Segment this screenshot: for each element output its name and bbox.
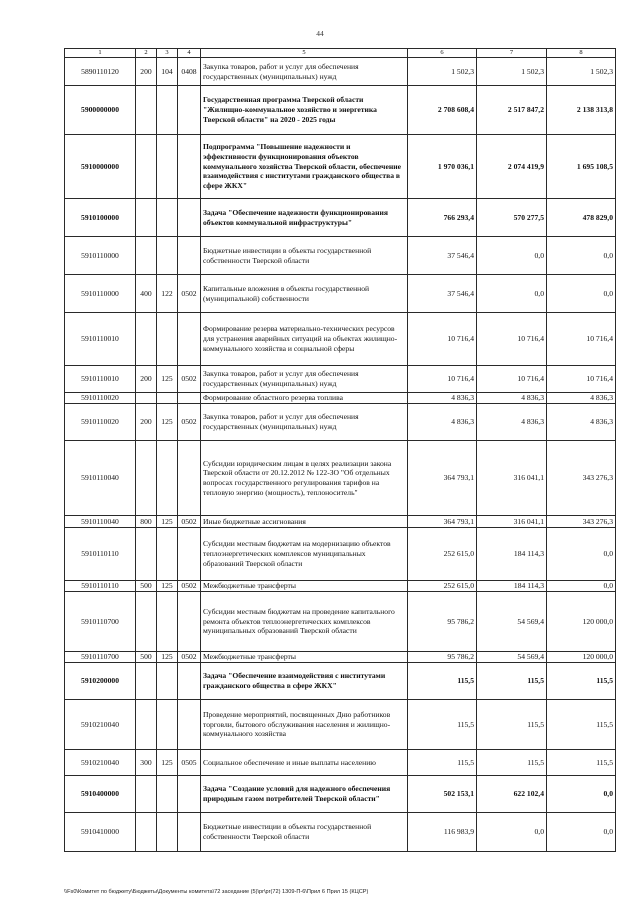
amount-2020: 95 786,2	[408, 652, 477, 663]
amount-2022: 343 276,3	[547, 516, 616, 528]
item-name: Закупка товаров, работ и услуг для обеспечения государственных (муниципальных) нужд	[201, 58, 408, 86]
amount-2021: 4 836,3	[477, 404, 547, 441]
budget-code: 5890110120	[65, 58, 136, 86]
amount-2022: 2 138 313,8	[547, 86, 616, 135]
table-row	[65, 700, 616, 750]
table-row	[65, 275, 616, 313]
table-row	[65, 776, 616, 813]
section-code: 0502	[178, 404, 201, 441]
expense-type-code: 200	[136, 366, 157, 393]
expense-type-code: 200	[136, 404, 157, 441]
admin-code	[157, 86, 178, 135]
amount-2021: 2 517 847,2	[477, 86, 547, 135]
budget-code: 5910110040	[65, 516, 136, 528]
section-code: 0502	[178, 516, 201, 528]
page-number: 44	[316, 29, 324, 38]
expense-type-code	[136, 441, 157, 516]
amount-2021: 115,5	[477, 700, 547, 750]
table-row	[65, 663, 616, 700]
amount-2020: 37 546,4	[408, 237, 477, 275]
item-name: Закупка товаров, работ и услуг для обеспечения государственных (муниципальных) нужд	[201, 366, 408, 393]
item-name: Межбюджетные трансферты	[201, 581, 408, 592]
section-code	[178, 313, 201, 366]
expense-type-code	[136, 776, 157, 813]
section-code: 0505	[178, 750, 201, 776]
table-row	[65, 366, 616, 393]
amount-2021: 0,0	[477, 813, 547, 852]
section-code	[178, 813, 201, 852]
amount-2021: 0,0	[477, 275, 547, 313]
admin-code	[157, 237, 178, 275]
amount-2021: 115,5	[477, 663, 547, 700]
admin-code: 122	[157, 275, 178, 313]
section-code	[178, 237, 201, 275]
amount-2020: 4 836,3	[408, 393, 477, 404]
item-name: Задача "Обеспечение надежности функционирования объектов коммунальной инфраструктуры"	[201, 199, 408, 237]
budget-code: 5910110020	[65, 393, 136, 404]
expense-type-code	[136, 663, 157, 700]
section-code	[178, 592, 201, 652]
footer-file-path: \\Fs0\Комитет по бюджету\Бюджеты\Документы комитета\72 заседание (5)\pr\pr(72) 1309-П-6\Прил 6 Прил 15 (КЦСР)	[64, 889, 369, 895]
amount-2022: 115,5	[547, 663, 616, 700]
admin-code	[157, 313, 178, 366]
table-row	[65, 581, 616, 592]
item-name: Социальное обеспечение и иные выплаты населению	[201, 750, 408, 776]
amount-2022: 120 000,0	[547, 592, 616, 652]
section-code	[178, 776, 201, 813]
amount-2021: 316 041,1	[477, 441, 547, 516]
item-name: Задача "Обеспечение взаимодействия с институтами гражданского общества в сфере ЖКХ"	[201, 663, 408, 700]
section-code	[178, 393, 201, 404]
item-name: Капитальные вложения в объекты государственной (муниципальной) собственности	[201, 275, 408, 313]
admin-code	[157, 441, 178, 516]
admin-code	[157, 528, 178, 581]
amount-2020: 2 708 608,4	[408, 86, 477, 135]
amount-2022: 343 276,3	[547, 441, 616, 516]
item-name: Проведение мероприятий, посвященных Дню работников торговли, бытового обслуживания населения и жилищно-коммунального хозяйства	[201, 700, 408, 750]
admin-code: 125	[157, 516, 178, 528]
amount-2022: 1 695 108,5	[547, 135, 616, 199]
item-name: Субсидии юридическим лицам в целях реализации закона Тверской области от 20.12.2012 № 122-ЗО "Об отдельных вопросах государственного регулирования тарифов на тепловую энергию (мощность), теплоноситель"	[201, 441, 408, 516]
expense-type-code: 200	[136, 58, 157, 86]
budget-code: 5910000000	[65, 135, 136, 199]
admin-code	[157, 700, 178, 750]
amount-2021: 54 569,4	[477, 652, 547, 663]
item-name: Закупка товаров, работ и услуг для обеспечения государственных (муниципальных) нужд	[201, 404, 408, 441]
amount-2020: 766 293,4	[408, 199, 477, 237]
item-name: Бюджетные инвестиции в объекты государственной собственности Тверской области	[201, 813, 408, 852]
table-row	[65, 393, 616, 404]
table-header-row	[65, 49, 616, 58]
amount-2022: 115,5	[547, 750, 616, 776]
column-number-header: 8	[547, 49, 616, 58]
amount-2021: 54 569,4	[477, 592, 547, 652]
section-code	[178, 663, 201, 700]
item-name: Бюджетные инвестиции в объекты государственной собственности Тверской области	[201, 237, 408, 275]
table-row	[65, 528, 616, 581]
admin-code: 125	[157, 366, 178, 393]
expense-type-code	[136, 313, 157, 366]
table-row	[65, 441, 616, 516]
section-code: 0502	[178, 275, 201, 313]
budget-code: 5910200000	[65, 663, 136, 700]
expense-type-code: 400	[136, 275, 157, 313]
table-row	[65, 237, 616, 275]
amount-2021: 184 114,3	[477, 528, 547, 581]
expense-type-code: 500	[136, 652, 157, 663]
expense-type-code: 800	[136, 516, 157, 528]
amount-2020: 116 983,9	[408, 813, 477, 852]
amount-2021: 622 102,4	[477, 776, 547, 813]
column-number-header: 7	[477, 49, 547, 58]
amount-2022: 120 000,0	[547, 652, 616, 663]
admin-code: 104	[157, 58, 178, 86]
budget-code: 5910110040	[65, 441, 136, 516]
section-code	[178, 441, 201, 516]
budget-code: 5910410000	[65, 813, 136, 852]
item-name: Формирование областного резерва топлива	[201, 393, 408, 404]
expense-type-code	[136, 86, 157, 135]
amount-2022: 10 716,4	[547, 366, 616, 393]
amount-2021: 10 716,4	[477, 313, 547, 366]
table-row	[65, 516, 616, 528]
budget-code: 5910210040	[65, 750, 136, 776]
amount-2021: 316 041,1	[477, 516, 547, 528]
admin-code: 125	[157, 404, 178, 441]
amount-2020: 115,5	[408, 700, 477, 750]
admin-code	[157, 135, 178, 199]
table-row	[65, 652, 616, 663]
amount-2020: 364 793,1	[408, 441, 477, 516]
expense-type-code	[136, 528, 157, 581]
amount-2020: 252 615,0	[408, 581, 477, 592]
admin-code: 125	[157, 750, 178, 776]
amount-2020: 95 786,2	[408, 592, 477, 652]
item-name: Задача "Создание условий для надежного обеспечения природным газом потребителей Тверской области"	[201, 776, 408, 813]
section-code	[178, 86, 201, 135]
budget-code: 5910110000	[65, 275, 136, 313]
budget-code: 5910110110	[65, 581, 136, 592]
budget-code: 5910400000	[65, 776, 136, 813]
amount-2022: 478 829,0	[547, 199, 616, 237]
expense-type-code	[136, 592, 157, 652]
item-name: Формирование резерва материально-технических ресурсов для устранения аварийных ситуаций на объектах жилищно-коммунального хозяйства и социальной сферы	[201, 313, 408, 366]
amount-2022: 0,0	[547, 581, 616, 592]
table-row	[65, 135, 616, 199]
budget-code: 5910110010	[65, 366, 136, 393]
amount-2021: 1 502,3	[477, 58, 547, 86]
admin-code: 125	[157, 581, 178, 592]
amount-2021: 570 277,5	[477, 199, 547, 237]
admin-code: 125	[157, 652, 178, 663]
item-name: Подпрограмма "Повышение надежности и эффективности функционирования объектов коммунального хозяйства Тверской области, обеспечение взаимодействия с институтами гражданского общества в сфере ЖКХ"	[201, 135, 408, 199]
admin-code	[157, 663, 178, 700]
column-number-header: 1	[65, 49, 136, 58]
table-row	[65, 86, 616, 135]
section-code	[178, 135, 201, 199]
section-code	[178, 528, 201, 581]
expense-type-code	[136, 199, 157, 237]
amount-2020: 10 716,4	[408, 313, 477, 366]
budget-table	[64, 48, 616, 852]
section-code: 0408	[178, 58, 201, 86]
expense-type-code	[136, 393, 157, 404]
amount-2022: 10 716,4	[547, 313, 616, 366]
table-row	[65, 199, 616, 237]
section-code: 0502	[178, 581, 201, 592]
table-row	[65, 592, 616, 652]
expense-type-code	[136, 237, 157, 275]
budget-code: 5910110020	[65, 404, 136, 441]
admin-code	[157, 776, 178, 813]
admin-code	[157, 393, 178, 404]
amount-2022: 0,0	[547, 275, 616, 313]
section-code: 0502	[178, 652, 201, 663]
budget-code: 5910110010	[65, 313, 136, 366]
budget-code: 5910110000	[65, 237, 136, 275]
section-code	[178, 199, 201, 237]
column-number-header: 2	[136, 49, 157, 58]
amount-2021: 0,0	[477, 237, 547, 275]
expense-type-code: 500	[136, 581, 157, 592]
amount-2022: 4 836,3	[547, 404, 616, 441]
amount-2022: 4 836,3	[547, 393, 616, 404]
admin-code	[157, 592, 178, 652]
amount-2021: 115,5	[477, 750, 547, 776]
expense-type-code	[136, 135, 157, 199]
amount-2022: 0,0	[547, 237, 616, 275]
amount-2021: 4 836,3	[477, 393, 547, 404]
amount-2022: 115,5	[547, 700, 616, 750]
expense-type-code	[136, 813, 157, 852]
amount-2022: 0,0	[547, 813, 616, 852]
section-code: 0502	[178, 366, 201, 393]
budget-code: 5910100000	[65, 199, 136, 237]
amount-2021: 184 114,3	[477, 581, 547, 592]
amount-2020: 4 836,3	[408, 404, 477, 441]
admin-code	[157, 199, 178, 237]
expense-type-code	[136, 700, 157, 750]
table-row	[65, 750, 616, 776]
expense-type-code: 300	[136, 750, 157, 776]
amount-2022: 0,0	[547, 776, 616, 813]
budget-code: 5910110700	[65, 652, 136, 663]
table-row	[65, 813, 616, 852]
column-number-header: 5	[201, 49, 408, 58]
budget-code: 5910110110	[65, 528, 136, 581]
amount-2020: 252 615,0	[408, 528, 477, 581]
item-name: Межбюджетные трансферты	[201, 652, 408, 663]
amount-2020: 364 793,1	[408, 516, 477, 528]
item-name: Субсидии местным бюджетам на проведение капитального ремонта объектов теплоэнергетических комплексов муниципальных образований Тверской области	[201, 592, 408, 652]
amount-2021: 10 716,4	[477, 366, 547, 393]
amount-2020: 10 716,4	[408, 366, 477, 393]
budget-code: 5900000000	[65, 86, 136, 135]
column-number-header: 3	[157, 49, 178, 58]
table-row	[65, 58, 616, 86]
column-number-header: 6	[408, 49, 477, 58]
amount-2021: 2 074 419,9	[477, 135, 547, 199]
section-code	[178, 700, 201, 750]
amount-2020: 115,5	[408, 663, 477, 700]
amount-2020: 502 153,1	[408, 776, 477, 813]
budget-code: 5910110700	[65, 592, 136, 652]
table-row	[65, 404, 616, 441]
amount-2020: 115,5	[408, 750, 477, 776]
amount-2022: 1 502,3	[547, 58, 616, 86]
item-name: Государственная программа Тверской области "Жилищно-коммунальное хозяйство и энергетика Тверской области" на 2020 - 2025 годы	[201, 86, 408, 135]
budget-code: 5910210040	[65, 700, 136, 750]
amount-2022: 0,0	[547, 528, 616, 581]
column-number-header: 4	[178, 49, 201, 58]
table-row	[65, 313, 616, 366]
amount-2020: 37 546,4	[408, 275, 477, 313]
admin-code	[157, 813, 178, 852]
amount-2020: 1 502,3	[408, 58, 477, 86]
amount-2020: 1 970 036,1	[408, 135, 477, 199]
item-name: Иные бюджетные ассигнования	[201, 516, 408, 528]
item-name: Субсидии местным бюджетам на модернизацию объектов теплоэнергетических комплексов муниципальных образований Тверской области	[201, 528, 408, 581]
